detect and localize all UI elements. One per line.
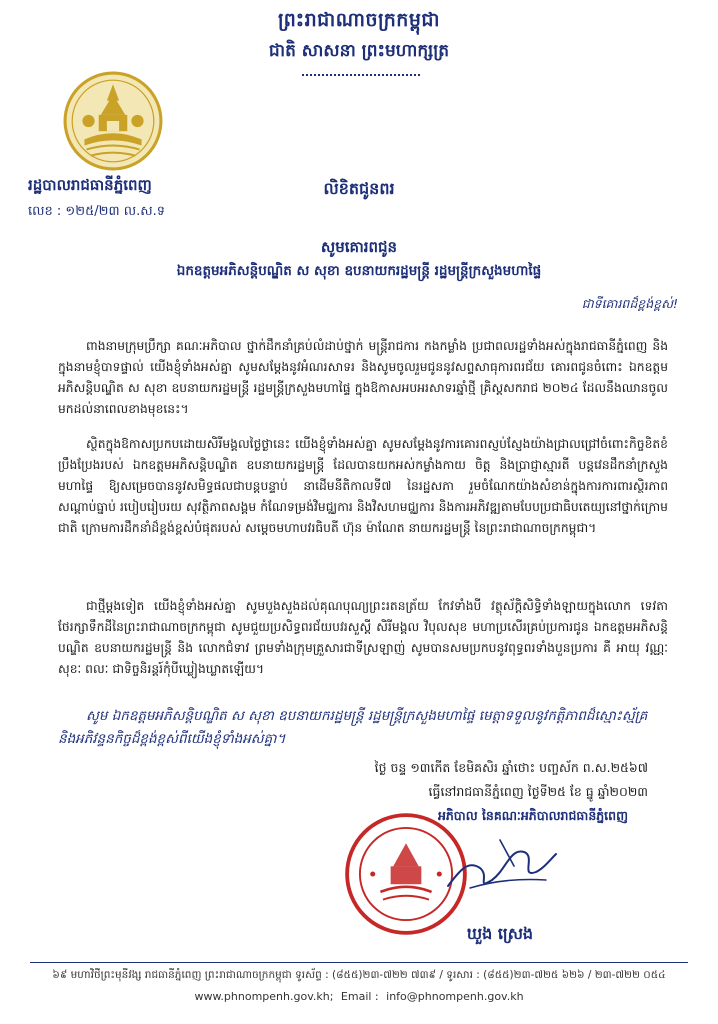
signer-name: ឃួង ស្រេង — [466, 924, 534, 943]
honorific: ជាទីគោរពដ៏ខ្ពង់ខ្ពស់! — [581, 296, 678, 311]
recipient-line: ឯកឧត្តមអភិសន្តិបណ្ឌិត ស សុខា ឧបនាយករដ្ឋមន្ត្រី រដ្ឋមន្ត្រីក្រសួងមហាផ្ទៃ — [176, 263, 542, 279]
footer-contact — [0, 990, 718, 1003]
lunar-date: ថ្ងៃ ចន្ទ ១៣កើត ខែមិគសិរ ឆ្នាំថោះ បញ្ចស័ក ព.ស.២៥៦៧ — [374, 760, 648, 775]
solar-date: ធ្វើនៅរាជធានីភ្នំពេញ ថ្ងៃទី២៥ ខែ ធ្នូ ឆ្នាំ២០២៣ — [428, 784, 648, 799]
body-paragraph: ជាថ្មីម្តងទៀត យើងខ្ញុំទាំងអស់គ្នា សូមបួងសួងដល់គុណបុណ្យព្រះរតនត្រ័យ កែវទាំងបី វត្ថុស័ក្តិសិទ្ធិទាំងឡាយក្នុងលោក ទេវតាថែរក្សាទឹកដីនៃព្រះរាជាណាចក្រកម្ពុជា សូមជួយប្រសិទ្ធពរជ័យបវរសួស្តី សិរីមង្គល វិបុលសុខ មហាប្រសើរគ្រប់ប្រការជូន ឯកឧត្តមអភិសន្តិបណ្ឌិត ឧបនាយករដ្ឋមន្ត្រី និង លោកជំទាវ ព្រមទាំងក្រុមគ្រួសារជាទីស្រឡាញ់ សូមបានសមប្រកបនូវពុទ្ធពរទាំងបួនប្រការ គឺ អាយុ វណ្ណៈ សុខៈ ពលៈ ជាទិច្ចនិរន្តរ៍កុំបីឃ្លៀងឃ្លាតឡើយ។ — [58, 599, 668, 676]
signatory-title: អភិបាល នៃគណៈអភិបាលរាជធានីភ្នំពេញ — [437, 808, 628, 823]
website-link[interactable]: www.phnompenh.gov.kh; — [194, 990, 334, 1003]
footer-divider — [30, 962, 688, 963]
issuing-agency: រដ្ឋបាលរាជធានីភ្នំពេញ — [28, 176, 152, 194]
document-title: លិខិតជូនពរ — [323, 179, 395, 198]
motto-divider — [302, 74, 420, 76]
phnom-penh-emblem-logo — [62, 70, 164, 172]
kingdom-heading: ព្រះរាជាណាចក្រកម្ពុជា — [278, 9, 440, 31]
handwritten-signature — [440, 830, 560, 900]
closing-paragraph: សូម ឯកឧត្តមអភិសន្តិបណ្ឌិត ស សុខា ឧបនាយករដ្ឋមន្ត្រី រដ្ឋមន្ត្រីក្រសួងមហាផ្ទៃ មេត្តាទទួលនូវកត្តិភាពដ៏ស្មោះស្ម័គ្រ និងអភិវន្ទនកិច្ចដ៏ខ្ពង់ខ្ពស់ពីយើងខ្ញុំទាំងអស់គ្នា។ — [58, 708, 648, 747]
email-label: Email : — [340, 990, 379, 1003]
email-link[interactable]: info@phnompenh.gov.kh — [386, 990, 524, 1003]
footer-address: ៦៩ មហាវិថីព្រះមុនីវង្ស រាជធានីភ្នំពេញ ព្រះរាជាណាចក្រកម្ពុជា ទូរស័ព្ទ : (៨៥៥)២៣-៧២២ ៧៣៩ / ទូរសារ : (៨៥៥)២៣-៧២៥ ៦២៦ / ២៣-៧២២ ០៥៤ — [52, 969, 666, 981]
salutation: សូមគោរពជូន — [320, 238, 398, 256]
reference-number: លេខ : ១២៥/២៣ ល.ស.ទ — [28, 204, 166, 219]
national-motto: ជាតិ សាសនា ព្រះមហាក្សត្រ — [268, 41, 450, 61]
body-paragraph: ស្ថិតក្នុងឱកាសប្រកបដោយសិរីមង្គលថ្ងៃថ្ងានេះ យើងខ្ញុំទាំងអស់គ្នា សូមសម្តែងនូវការគោរពស្ញប់ស្ញែងយ៉ាងជ្រាលជ្រៅចំពោះកិច្ចខិតខំប្រឹងប្រែងរបស់ ឯកឧត្តមអភិសន្តិបណ្ឌិត ឧបនាយករដ្ឋមន្ត្រី ដែលបានយកអស់កម្លាំងកាយ ចិត្ត និងប្រាជ្ញាស្មារតី បន្តវេនដឹកនាំក្រសួងមហាផ្ទៃ ឱ្យសម្រេចបាននូវសមិទ្ធផលជាបន្តបន្ទាប់ នាដើមនីតិកាលទី៧ នៃរដ្ឋសភា រួមចំណែកយ៉ាងសំខាន់ក្នុងការការពារស្ថិរភាព សណ្តាប់ធ្នាប់ របៀបរៀបរយ សុវត្ថិភាពសង្គម កំណែទម្រង់វិមជ្ឈការ និងវិសហមជ្ឈការ និងការអភិវឌ្ឍតាមបែបប្រជាធិបតេយ្យនៅថ្នាក់ក្រោមជាតិ ក្រោមការដឹកនាំដ៏ខ្ពង់ខ្ពស់បំផុតរបស់ សម្តេចមហាបវរធិបតី ហ៊ុន ម៉ាណែត នាយករដ្ឋមន្ត្រី នៃព្រះរាជាណាចក្រកម្ពុជា។ — [58, 437, 668, 535]
body-paragraph: ពាងនាមក្រុមប្រឹក្សា គណៈអភិបាល ថ្នាក់ដឹកនាំគ្រប់លំដាប់ថ្នាក់ មន្ត្រីរាជការ កងកម្លាំង ប្រជាពលរដ្ឋទាំងអស់ក្នុងរាជធានីភ្នំពេញ និងក្នុងនាមខ្ញុំបាទផ្ទាល់ យើងខ្ញុំទាំងអស់គ្នា សូមសម្តែងនូវអំណរសាទរ និងសូមចូលរួមជូននូវសព្ទសាធុការពរជ័យ គោរពជូនចំពោះ ឯកឧត្តមអភិសន្តិបណ្ឌិត ស សុខា ឧបនាយករដ្ឋមន្ត្រី រដ្ឋមន្ត្រីក្រសួងមហាផ្ទៃ ក្នុងឱកាសអបអរសាទរឆ្នាំថ្មី គ្រិស្តសករាជ ២០២៤ ដែលនឹងឈានចូលមកដល់នាពេលខាងមុខនេះ។ — [58, 339, 669, 416]
